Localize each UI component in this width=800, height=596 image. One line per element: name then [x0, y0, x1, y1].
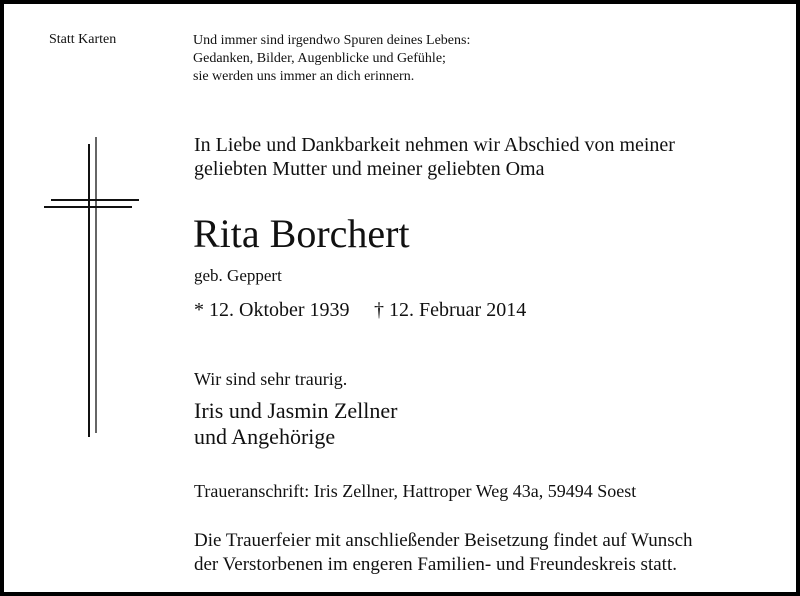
deceased-name: Rita Borchert	[193, 211, 410, 256]
relatives: und Angehörige	[194, 424, 336, 449]
intro-line: In Liebe und Dankbarkeit nehmen wir Abschied von meiner	[194, 134, 675, 156]
birth-date: * 12. Oktober 1939	[194, 299, 350, 321]
intro-line: geliebten Mutter und meiner geliebten Oma	[194, 158, 545, 180]
mourner-names: Iris und Jasmin Zellner	[194, 398, 398, 423]
poem-line: sie werden uns immer an dich erinnern.	[193, 69, 415, 84]
funeral-note-line: der Verstorbenen im engeren Familien- und Freundeskreis statt.	[194, 554, 677, 575]
statt-karten-label: Statt Karten	[49, 32, 117, 47]
death-date: † 12. Februar 2014	[374, 299, 527, 321]
funeral-note-line: Die Trauerfeier mit anschließender Beisetzung findet auf Wunsch	[194, 530, 693, 551]
poem-line: Und immer sind irgendwo Spuren deines Lebens:	[193, 33, 471, 48]
mourning-address: Traueranschrift: Iris Zellner, Hattroper Weg 43a, 59494 Soest	[194, 481, 637, 501]
sentiment: Wir sind sehr traurig.	[194, 369, 348, 389]
poem-line: Gedanken, Bilder, Augenblicke und Gefühle;	[193, 51, 446, 66]
maiden-name: geb. Geppert	[194, 266, 282, 285]
